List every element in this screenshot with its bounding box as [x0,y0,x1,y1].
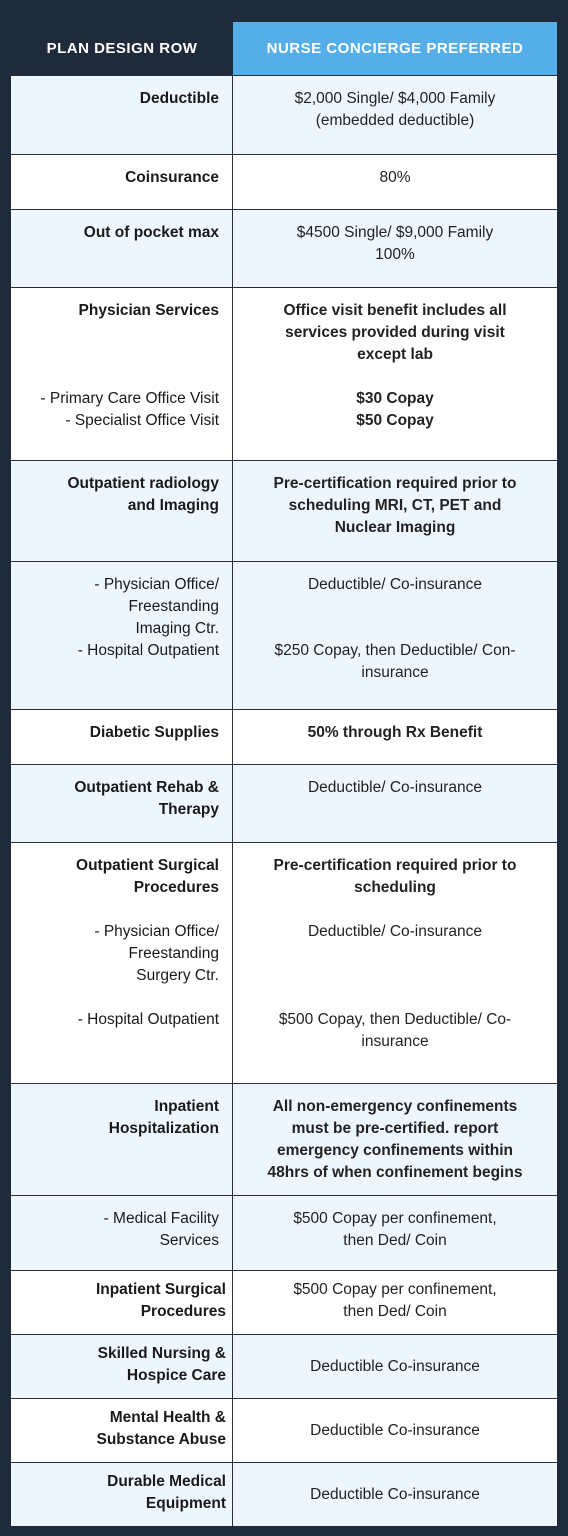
table-row-outpatient-radiology [11,460,557,561]
row-value: 50% through Rx Benefit [307,724,483,741]
row-value: $500 Copay per confinement, then Ded/ Coin [293,1210,497,1249]
row-value: Office visit benefit includes all services provided during visit except lab $30 Copay $50 Copay [283,302,507,429]
row-label: Inpatient Surgical Procedures [11,1271,233,1334]
table-row-skilled-nursing [11,1334,557,1398]
row-label: Outpatient radiology and Imaging [11,461,233,561]
row-label: Durable Medical Equipment [11,1463,233,1526]
row-label: - Physician Office/ Freestanding Imaging Ctr. - Hospital Outpatient [11,562,233,709]
row-value: Deductible/ Co-insurance [307,779,483,796]
row-label: Inpatient Hospitalization [11,1084,233,1195]
row-label: Physician Services - Primary Care Office Visit - Specialist Office Visit [11,288,233,460]
row-label: Coinsurance [11,155,233,209]
plan-design-table [11,22,557,1526]
row-value: Deductible Co-insurance [310,1421,480,1439]
row-value: Deductible Co-insurance [310,1485,480,1503]
row-value: Pre-certification required prior to scheduling MRI, CT, PET and Nuclear Imaging [273,475,517,536]
table-row-out-of-pocket-max [11,209,557,287]
table-row-diabetic-supplies [11,709,557,764]
row-label: Outpatient Surgical Procedures - Physician Office/ Freestanding Surgery Ctr. - Hospital Outpatient [11,843,233,1083]
table-row-deductible [11,75,557,154]
row-label: Skilled Nursing & Hospice Care [11,1335,233,1398]
row-value: Pre-certification required prior to scheduling Deductible/ Co-insurance $500 Copay, then Deductible/ Co- insurance [273,857,517,1050]
header-nurse-concierge-preferred: NURSE CONCIERGE PREFERRED [233,22,557,75]
row-value: Deductible Co-insurance [310,1357,480,1375]
row-value: 80% [379,169,411,186]
row-value: $500 Copay per confinement, then Ded/ Coin [293,1281,497,1320]
row-value: Deductible/ Co-insurance $250 Copay, then Deductible/ Con- insurance [274,576,516,681]
table-row-inpatient-hospitalization [11,1083,557,1195]
row-value: $2,000 Single/ $4,000 Family (embedded deductible) [294,90,496,129]
row-label: Deductible [11,76,233,154]
row-label: Out of pocket max [11,210,233,287]
table-row-durable-medical-equipment [11,1462,557,1526]
row-value: All non-emergency confinements must be pre-certified. report emergency confinements within 48hrs of when confinement begins [267,1098,523,1181]
row-label: Mental Health & Substance Abuse [11,1399,233,1462]
row-label: - Medical Facility Services [11,1196,233,1270]
table-row-outpatient-surgical [11,842,557,1083]
table-row-physician-services [11,287,557,460]
table-row-radiology-locations [11,561,557,709]
table-row-outpatient-rehab [11,764,557,842]
table-row-medical-facility-services [11,1195,557,1270]
row-value: $4500 Single/ $9,000 Family 100% [296,224,494,263]
row-label: Diabetic Supplies [11,710,233,764]
header-plan-design-row: PLAN DESIGN ROW [11,22,233,75]
row-label: Outpatient Rehab & Therapy [11,765,233,842]
table-row-mental-health [11,1398,557,1462]
table-row-coinsurance [11,154,557,209]
table-header [11,22,557,75]
table-row-inpatient-surgical [11,1270,557,1334]
